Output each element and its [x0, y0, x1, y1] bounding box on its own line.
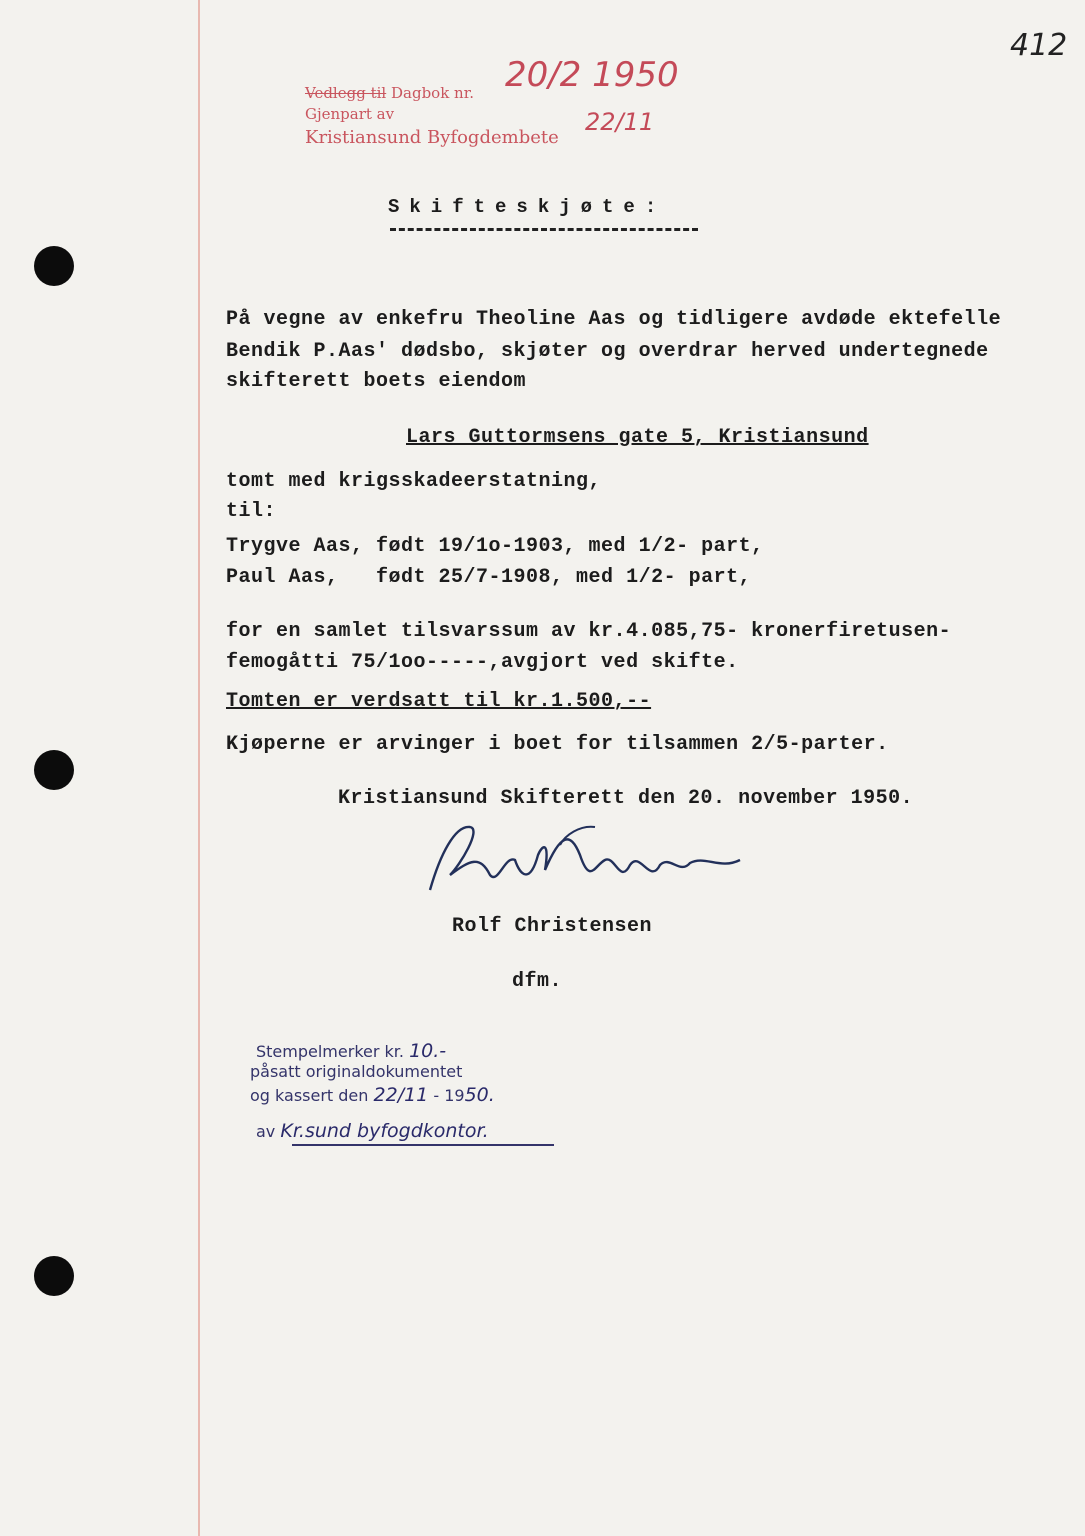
- page-title: Skifteskjøte:: [388, 196, 667, 218]
- page-number: 412: [1010, 28, 1068, 63]
- stamp-note-year-prefix: - 19: [433, 1086, 465, 1105]
- stamp-line-2: Gjenpart av: [305, 105, 395, 123]
- punch-hole: [34, 1256, 74, 1296]
- stamp-note-label: og kassert den: [250, 1086, 369, 1105]
- stamp-handwritten-date-2: 22/11: [585, 108, 655, 136]
- punch-hole: [34, 246, 74, 286]
- stamp-note-office: Kr.sund byfogdkontor.: [280, 1120, 489, 1142]
- stamp-handwritten-date: 20/2 1950: [505, 55, 679, 95]
- body-line: tomt med krigsskadeerstatning,: [226, 470, 602, 493]
- body-line: til:: [226, 500, 277, 523]
- stamp-line-1: [305, 84, 474, 102]
- stamp-note-label: av: [256, 1122, 276, 1141]
- stamp-note-line-3: [250, 1084, 495, 1106]
- margin-line: [198, 0, 200, 1536]
- punch-hole: [34, 750, 74, 790]
- body-line: Kjøperne er arvinger i boet for tilsammen 2/5-parter.: [226, 733, 889, 756]
- place-date: Kristiansund Skifterett den 20. november 1950.: [338, 787, 914, 810]
- stamp-note-underline: [292, 1144, 554, 1146]
- heir-line: Paul Aas, født 25/7-1908, med 1/2- part,: [226, 566, 752, 589]
- body-line: femogåtti 75/1oo-----,avgjort ved skifte.: [226, 651, 739, 674]
- stamp-note-line-2: påsatt originaldokumentet: [250, 1062, 463, 1081]
- stamp-struck-text: Vedlegg til: [305, 84, 387, 102]
- stamp-note-line-4: [256, 1120, 489, 1142]
- signature-scrawl: [420, 815, 750, 905]
- body-line: for en samlet tilsvarssum av kr.4.085,75- kronerfiretusen-: [226, 620, 952, 643]
- heir-line: Trygve Aas, født 19/1o-1903, med 1/2- part,: [226, 535, 764, 558]
- stamp-note-year: 50.: [464, 1084, 495, 1106]
- property-address: Lars Guttormsens gate 5, Kristiansund: [406, 426, 869, 449]
- stamp-note-line-1: [256, 1040, 446, 1062]
- body-line: skifterett boets eiendom: [226, 370, 527, 393]
- stamp-line-3: Kristiansund Byfogdembete: [305, 127, 559, 148]
- stamp-note-label: Stempelmerker kr.: [256, 1042, 404, 1061]
- signer-name: Rolf Christensen: [452, 915, 653, 938]
- signer-title: dfm.: [512, 970, 563, 993]
- stamp-note-date: 22/11: [373, 1084, 429, 1106]
- body-line: Bendik P.Aas' dødsbo, skjøter og overdrar herved undertegnede: [226, 340, 989, 363]
- stamp-note-amount: 10.-: [409, 1040, 447, 1062]
- valuation-line: Tomten er verdsatt til kr.1.500,--: [226, 690, 652, 713]
- body-line: På vegne av enkefru Theoline Aas og tidligere avdøde ektefelle: [226, 308, 1002, 331]
- stamp-dagbok: Dagbok nr.: [391, 84, 475, 102]
- title-underline: [390, 228, 698, 231]
